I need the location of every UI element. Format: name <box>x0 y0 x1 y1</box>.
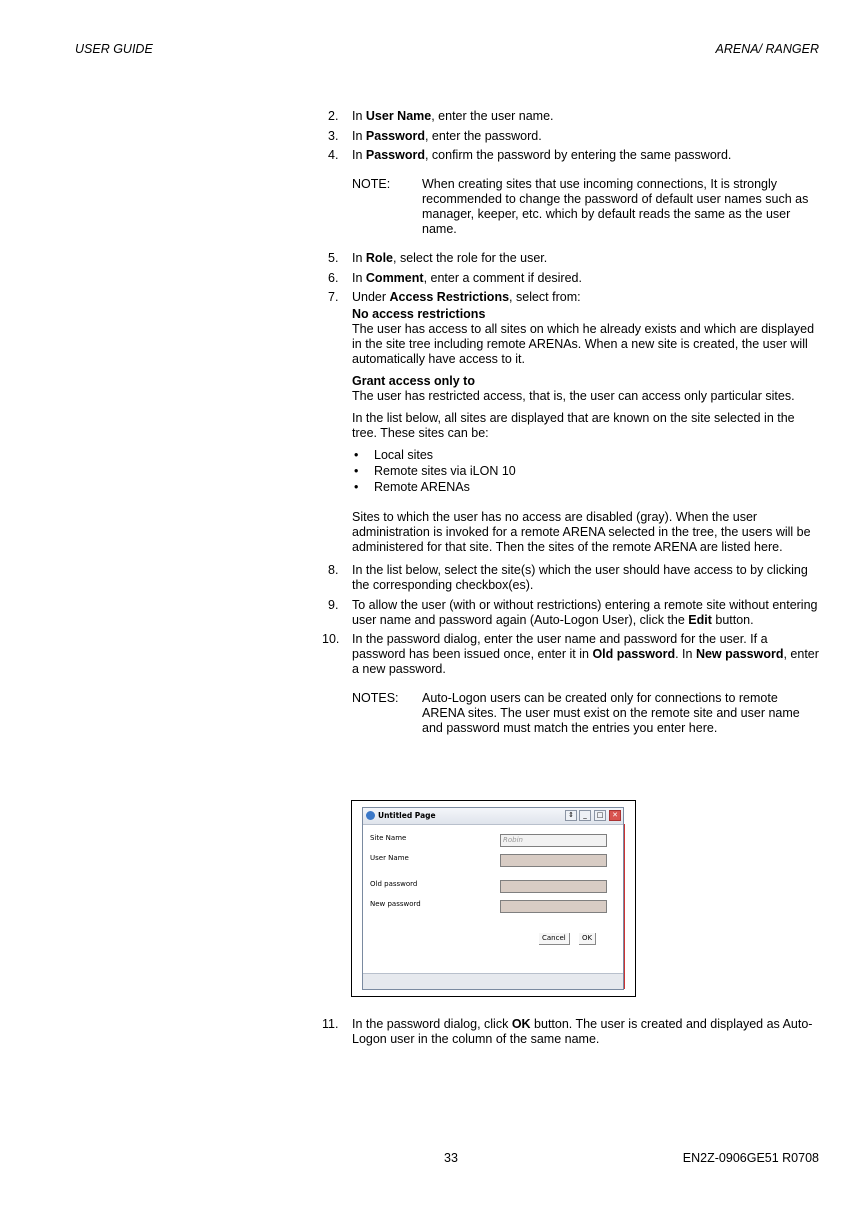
close-icon[interactable]: ✕ <box>609 810 621 821</box>
cancel-button[interactable]: Cancel <box>539 933 570 945</box>
header-left: USER GUIDE <box>75 42 153 56</box>
dialog-title: Untitled Page <box>378 811 436 820</box>
new-password-field[interactable] <box>500 900 607 913</box>
note-auto-logon: NOTES: Auto-Logon users can be created only for connections to remote ARENA sites. The user must exist on the remote site and user name and password must match the entries you enter here. <box>352 691 800 735</box>
user-name-label: User Name <box>370 854 409 862</box>
dialog-edge <box>624 824 625 989</box>
old-password-field[interactable] <box>500 880 607 893</box>
dialog-titlebar <box>363 808 623 825</box>
list-item: • Remote sites via iLON 10 <box>352 464 820 479</box>
password-dialog-screenshot <box>351 800 636 997</box>
step-2: 2. In User Name, enter the user name. <box>328 109 554 123</box>
help-icon[interactable]: ⇕ <box>565 810 577 821</box>
step-3: 3. In Password, enter the password. <box>328 128 542 143</box>
step-6: 6. In Comment, enter a comment if desired. <box>328 270 582 285</box>
header-right: ARENA/ RANGER <box>715 42 819 56</box>
minimize-icon[interactable]: _ <box>579 810 591 821</box>
site-types-list <box>352 448 820 495</box>
step-7: 7. Under Access Restrictions, select from: <box>328 290 581 304</box>
site-name-field[interactable]: Robin <box>500 834 607 847</box>
grant-access-only-to: Grant access only to The user has restricted access, that is, the user can access only particular sites. <box>352 374 795 403</box>
note-default-passwords: NOTE: When creating sites that use incoming connections, It is strongly recommended to change the password of default user names such as manager, keeper, etc. which by default reads the same as the user name. <box>352 177 809 236</box>
new-password-label: New password <box>370 900 421 908</box>
page-icon <box>366 811 375 820</box>
step-4: 4. In Password, confirm the password by entering the same password. <box>328 148 732 162</box>
sites-text: Sites to which the user has no access are disabled (gray). When the user administration is invoked for a remote ARENA selected in the tree, the users will be administered for that site. Then the sites of the remote ARENA are listed here. <box>352 510 811 554</box>
step-5: 5. In Role, select the role for the user. <box>328 251 548 265</box>
step-10: 10. In the password dialog, enter the user name and password for the user. If a password has been issued once, enter it in Old password. In New password, enter a new password. <box>322 632 819 676</box>
list-intro: In the list below, all sites are displayed that are known on the site selected in the tree. These sites can be: <box>352 411 795 440</box>
status-bar <box>363 973 623 989</box>
step-8: 8. In the list below, select the site(s) which the user should have access to by clicking the corresponding checkbox(es). <box>328 563 808 592</box>
ok-button[interactable]: OK <box>579 933 596 945</box>
list-item: • Local sites <box>352 448 820 463</box>
step-9: 9. To allow the user (with or without restrictions) entering a remote site without entering user name and password again (Auto-Logon User), click the Edit button. <box>328 597 818 627</box>
page-number: 33 <box>444 1151 458 1165</box>
step-11: 11. In the password dialog, click OK button. The user is created and displayed as Auto-Logon user in the column of the same name. <box>322 1017 813 1046</box>
final-steps <box>322 1017 820 1052</box>
site-name-label: Site Name <box>370 834 407 842</box>
user-name-field[interactable] <box>500 854 607 867</box>
maximize-icon[interactable]: □ <box>594 810 606 821</box>
list-item: • Remote ARENAs <box>352 480 820 495</box>
password-dialog <box>362 807 624 990</box>
main-content <box>322 109 820 750</box>
no-access-restrictions: No access restrictions The user has access to all sites on which he already exists and which are displayed in the site tree including remote ARENAs. When a new site is created, the user will automatically have access to it. <box>352 307 815 366</box>
document-code: EN2Z-0906GE51 R0708 <box>682 1151 819 1165</box>
old-password-label: Old password <box>370 880 418 888</box>
